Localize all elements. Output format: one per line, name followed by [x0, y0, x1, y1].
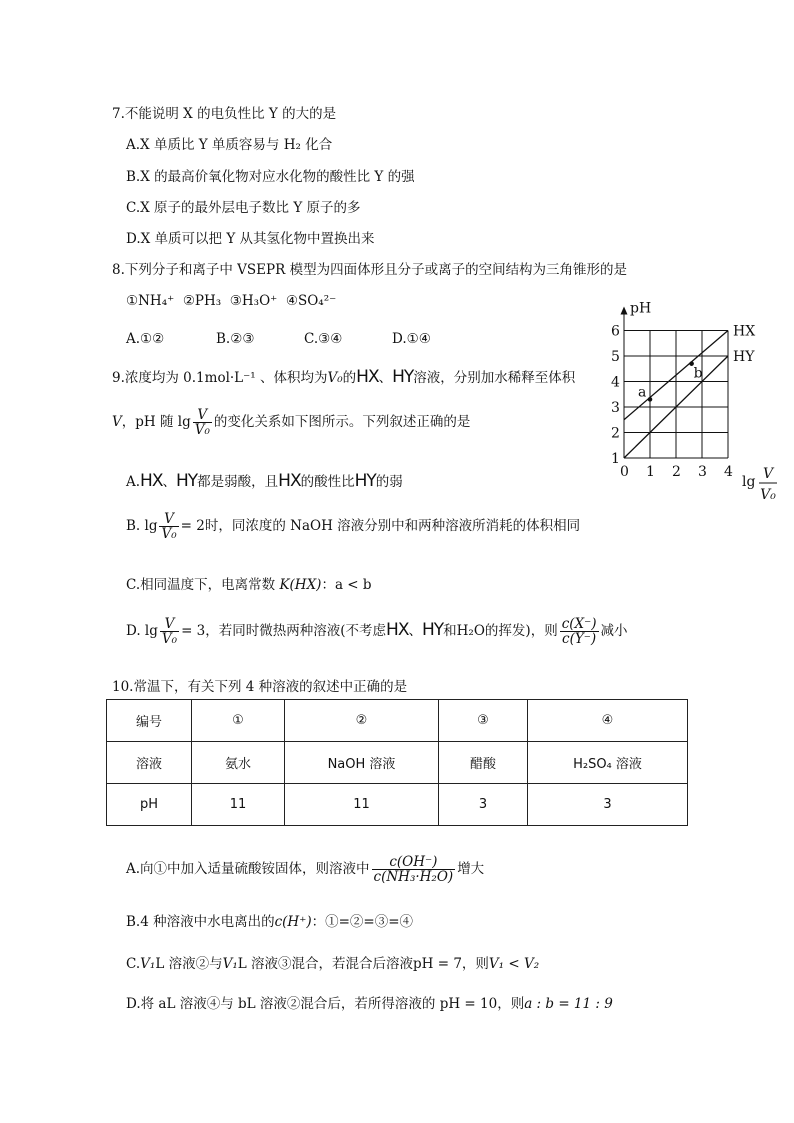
table-cell: ③ [439, 700, 528, 742]
series-label-hy: HY [733, 349, 755, 365]
table-cell: 溶液 [107, 742, 192, 784]
q9-option-d: D. lg $\frac{V}{\text{V₀}}$ = 3，若同时微热两种溶液(不考虑HX、HY和H₂O的挥发)，则 $\frac{c(X^-)}{c(Y^-)}$ 减小 [126, 616, 628, 648]
q8-option-d: D.①④ [392, 331, 431, 347]
x-axis-label-den: V₀ [760, 487, 776, 503]
y-tick-label: 3 [611, 400, 620, 416]
y-tick-label: 5 [611, 349, 620, 365]
table-cell: 醋酸 [439, 742, 528, 784]
q8-option-a: A.①② [126, 331, 165, 347]
table-cell: 11 [285, 784, 439, 826]
hy-label: HY [392, 367, 414, 387]
q7-option-b: B.X 的最高价氧化物对应水化物的酸性比 Y 的强 [126, 169, 415, 185]
table-cell: 3 [439, 784, 528, 826]
q9-option-b: B. lg $\frac{V}{\text{V₀}}$ = 2时，同浓度的 NaOH 溶液分别中和两种溶液所消耗的体积相同 [126, 511, 581, 543]
x-tick-label: 4 [724, 464, 733, 480]
table-row [107, 784, 688, 826]
y-tick-label: 2 [611, 425, 620, 442]
q9-stem: 9.浓度均为 0.1mol·L⁻¹ 、体积均为V₀的HX、HY溶液，分别加水稀释至体积 [112, 367, 576, 387]
q8-option-c: C.③④ [304, 331, 343, 347]
y-axis-arrow [621, 307, 628, 315]
chart-grid [621, 307, 729, 459]
q8-item-3: ③H₃O⁺ [229, 293, 278, 309]
table-cell: 11 [192, 784, 285, 826]
ph-dilution-chart [600, 290, 790, 510]
table-cell: ④ [528, 700, 688, 742]
table-cell: H₂SO₄ 溶液 [528, 742, 688, 784]
q10-stem: 10.常温下，有关下列 4 种溶液的叙述中正确的是 [112, 679, 408, 695]
table-cell: ① [192, 700, 285, 742]
q8-item-2: ②PH₃ [182, 293, 222, 309]
x-axis-label-num: V [762, 466, 774, 482]
q10-option-b: B.4 种溶液中水电离出的c(H⁺)：①=②=③=④ [126, 914, 414, 930]
q9-stem-line2: V，pH 随 lg $\frac{V}{\text{V₀}}$ 的变化关系如下图所示。下列叙述正确的是 [112, 407, 471, 439]
q8-items [126, 293, 336, 309]
solutions-table [106, 699, 688, 826]
q8-option-b: B.②③ [216, 331, 255, 347]
table-row [107, 742, 688, 784]
q9-option-c: C.相同温度下，电离常数 K(HX)：a < b [126, 577, 372, 593]
table-cell: NaOH 溶液 [285, 742, 439, 784]
q9-option-a: A.HX、HY都是弱酸，且HX的酸性比HY的弱 [126, 471, 403, 491]
point-label-b: b [693, 365, 703, 382]
q10-option-a: A.向①中加入适量硫酸铵固体，则溶液中 $\frac{c(OH^-)}{\text{c(NH₃·H₂O)}}$ 增大 [126, 854, 485, 886]
x-axis-label: lg [742, 474, 756, 490]
hx-label: HX [356, 367, 379, 387]
q7-option-c: C.X 原子的最外层电子数比 Y 原子的多 [126, 200, 361, 216]
point-label-a: a [638, 384, 647, 401]
table-cell: 编号 [107, 700, 192, 742]
series-label-hx: HX [733, 323, 756, 340]
table-cell: 3 [528, 784, 688, 826]
q10-option-c: C.V₁L 溶液②与V₁L 溶液③混合，若混合后溶液pH = 7，则V₁ < V₂ [126, 956, 540, 972]
q7-option-d: D.X 单质可以把 Y 从其氢化物中置换出来 [126, 231, 375, 247]
q7-stem: 7.不能说明 X 的电负性比 Y 的大的是 [112, 106, 337, 122]
x-tick-label: 0 [620, 464, 629, 480]
y-tick-label: 1 [611, 451, 620, 467]
y-tick-label: 6 [611, 323, 620, 340]
x-tick-label: 2 [672, 464, 681, 480]
table-cell: pH [107, 784, 192, 826]
q8-stem: 8.下列分子和离子中 VSEPR 模型为四面体形且分子或离子的空间结构为三角锥形的是 [112, 262, 628, 278]
q10-option-d: D.将 aL 溶液④与 bL 溶液②混合后，若所得溶液的 pH = 10，则a : b = 11 : 9 [126, 996, 613, 1012]
x-tick-label: 3 [698, 464, 707, 480]
y-axis-label: pH [630, 300, 652, 317]
q8-item-1: ①NH₄⁺ [126, 293, 175, 309]
y-tick-label: 4 [611, 374, 620, 391]
table-cell: 氨水 [192, 742, 285, 784]
q7-option-a: A.X 单质比 Y 单质容易与 H₂ 化合 [126, 137, 333, 153]
table-cell: ② [285, 700, 439, 742]
x-tick-label: 1 [646, 464, 655, 480]
point-a [648, 397, 653, 402]
q8-item-4: ④SO₄²⁻ [285, 293, 337, 309]
table-header-row [107, 700, 688, 742]
